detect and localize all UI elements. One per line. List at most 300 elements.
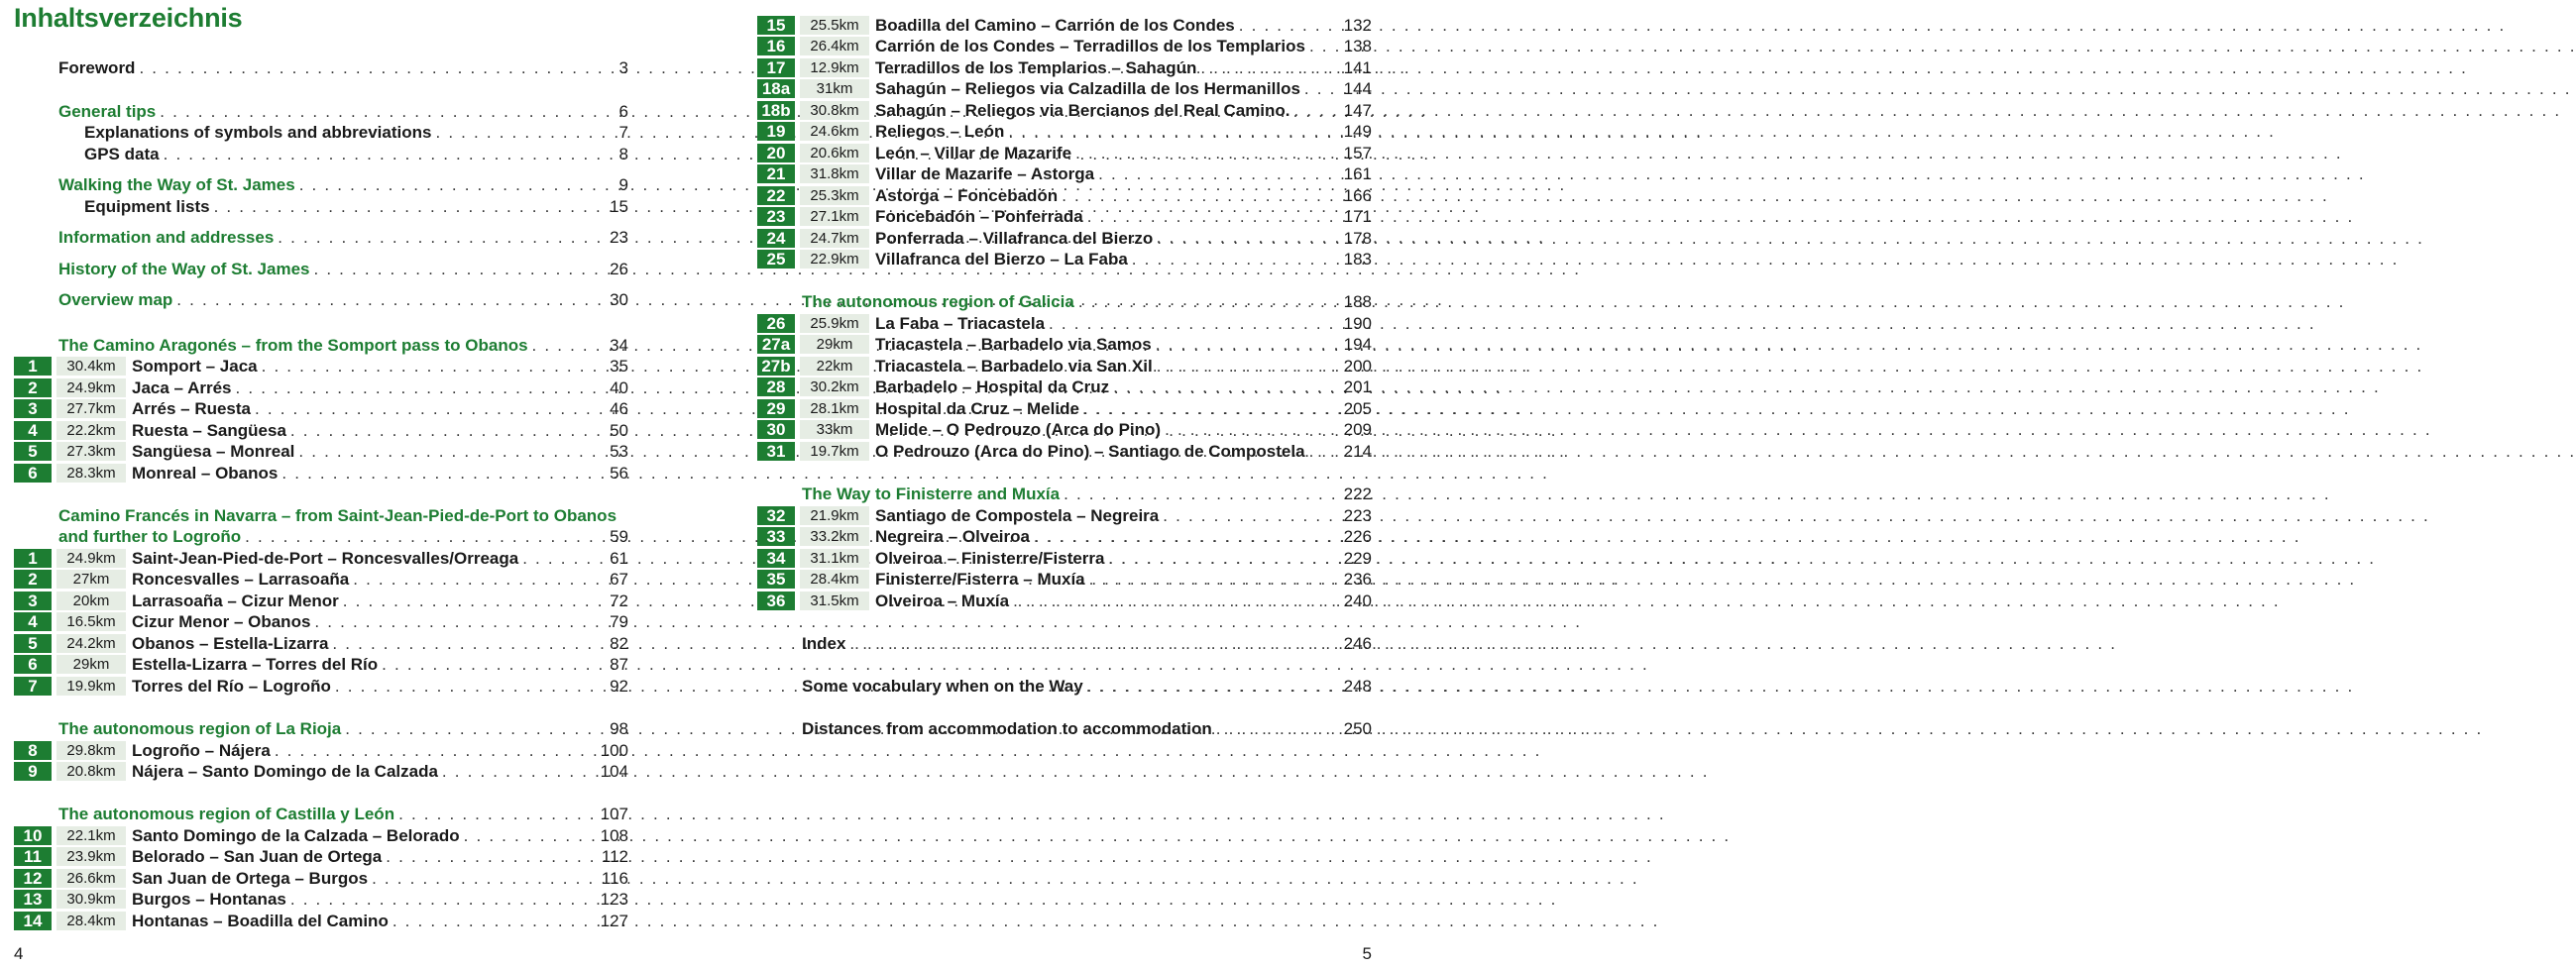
stage-number-badge: 24: [757, 229, 795, 248]
stage-distance: 19.9km: [56, 677, 126, 696]
stage-number-badge: 29: [757, 399, 795, 418]
entry-title: Melide – O Pedrouzo (Arca do Pino): [875, 420, 1162, 439]
entry-page-number: 141: [1343, 58, 1372, 77]
stage-entry[interactable]: [132, 398, 628, 419]
stage-number-badge: 28: [757, 377, 795, 396]
toc-entry[interactable]: [58, 174, 628, 195]
entry-page-number: 132: [1343, 16, 1372, 35]
stage-number-badge: 23: [757, 207, 795, 226]
entry-title: Terradillos de los Templarios – Sahagún: [875, 58, 1197, 77]
stage-entry[interactable]: [132, 889, 628, 910]
entry-page-number: 3: [618, 58, 628, 77]
leader-dots: [1079, 398, 1341, 419]
leader-dots: [1305, 441, 1341, 462]
stage-number-badge: 27a: [757, 335, 795, 354]
stage-entry[interactable]: [875, 548, 1372, 569]
entry-page-number: 61: [610, 549, 628, 568]
entry-page-number: 50: [610, 421, 628, 440]
entry-title: Triacastela – Barbadelo via Samos: [875, 335, 1152, 354]
leader-dots: [328, 633, 607, 654]
stage-distance: 29km: [800, 335, 869, 354]
entry-title: Olveiroa – Muxía: [875, 592, 1010, 610]
entry-page-number: 107: [600, 805, 628, 823]
toc-entry[interactable]: [58, 227, 628, 248]
stage-entry[interactable]: [875, 143, 1372, 163]
entry-title: Belorado – San Juan de Ortega: [132, 847, 383, 866]
entry-page-number: 144: [1343, 79, 1372, 98]
toc-entry[interactable]: [58, 526, 628, 547]
stage-entry[interactable]: [875, 36, 1372, 56]
entry-page-number: 104: [600, 762, 628, 781]
stage-distance: 22.2km: [56, 421, 126, 440]
leader-dots: [341, 718, 607, 739]
entry-page-number: 194: [1343, 335, 1372, 354]
stage-number-badge: 4: [14, 421, 52, 440]
entry-title: The autonomous region of Castilla y León: [58, 805, 395, 823]
leader-dots: [1161, 419, 1341, 440]
leader-dots: [1058, 185, 1340, 206]
stage-number-badge: 3: [14, 399, 52, 418]
entry-page-number: 7: [618, 123, 628, 142]
toc-entry[interactable]: [58, 804, 628, 824]
entry-title: Astorga – Foncebadón: [875, 186, 1059, 205]
entry-title: Explanations of symbols and abbreviations: [84, 123, 432, 142]
stage-distance: 27.1km: [800, 207, 869, 226]
entry-page-number: 56: [610, 464, 628, 483]
toc-entry[interactable]: [802, 484, 1372, 504]
leader-dots: [1152, 334, 1341, 355]
leader-dots: [286, 420, 607, 441]
entry-page-number: 229: [1343, 549, 1372, 568]
stage-distance: 28.4km: [800, 570, 869, 589]
leader-dots: [1212, 718, 1341, 739]
stage-entry[interactable]: [875, 57, 1372, 78]
entry-page-number: 35: [610, 357, 628, 376]
stage-entry[interactable]: [875, 100, 1372, 121]
entry-title: Negreira – Olveiroa: [875, 527, 1030, 546]
leader-dots: [331, 676, 607, 697]
entry-title: León – Villar de Mazarife: [875, 144, 1072, 162]
leader-dots: [1030, 526, 1341, 547]
stage-entry[interactable]: [132, 654, 628, 675]
leader-dots: [1085, 569, 1341, 590]
leader-dots: [156, 101, 616, 122]
leader-dots: [286, 889, 598, 910]
entry-page-number: 87: [610, 655, 628, 674]
stage-distance: 31.1km: [800, 549, 869, 568]
stage-entry[interactable]: [132, 911, 628, 931]
stage-number-badge: 16: [757, 37, 795, 55]
stage-number-badge: 2: [14, 570, 52, 589]
entry-page-number: 46: [610, 399, 628, 418]
stage-entry[interactable]: [875, 228, 1372, 249]
stage-entry[interactable]: [132, 633, 628, 654]
entry-title: Saint-Jean-Pied-de-Port – Roncesvalles/Orreaga: [132, 549, 519, 568]
stage-number-badge: 14: [14, 912, 52, 930]
leader-dots: [309, 259, 607, 279]
leader-dots: [160, 144, 616, 164]
toc-entry[interactable]: [58, 259, 628, 279]
entry-title: Information and addresses: [58, 228, 275, 247]
entry-title: Equipment lists: [84, 197, 210, 216]
leader-dots: [382, 846, 599, 867]
stage-entry[interactable]: [875, 121, 1372, 142]
entry-title: Hospital da Cruz – Melide: [875, 399, 1079, 418]
stage-entry[interactable]: [132, 356, 628, 377]
entry-title: Camino Francés in Navarra – from Saint-Jean-Pied-de-Port to Obanos: [58, 506, 617, 525]
entry-page-number: 248: [1343, 677, 1372, 696]
stage-distance: 16.5km: [56, 612, 126, 631]
entry-title: Boadilla del Camino – Carrión de los Condes: [875, 16, 1235, 35]
entry-page-number: 23: [610, 228, 628, 247]
stage-entry[interactable]: [875, 206, 1372, 227]
entry-page-number: 223: [1343, 506, 1372, 525]
toc-entry[interactable]: [58, 505, 628, 526]
stage-entry[interactable]: [875, 505, 1372, 526]
entry-page-number: 8: [618, 145, 628, 163]
stage-entry[interactable]: [132, 868, 628, 889]
entry-page-number: 171: [1343, 207, 1372, 226]
entry-title: Foreword: [58, 58, 136, 77]
entry-title: Reliegos – León: [875, 122, 1005, 141]
entry-title: Logroño – Nájera: [132, 741, 271, 760]
leader-dots: [1109, 377, 1340, 397]
stage-distance: 22.1km: [56, 826, 126, 845]
entry-title: La Faba – Triacastela: [875, 314, 1046, 333]
toc-entry[interactable]: [58, 101, 628, 122]
entry-page-number: 53: [610, 442, 628, 461]
entry-title: Santo Domingo de la Calzada – Belorado: [132, 826, 460, 845]
leader-dots: [1128, 249, 1341, 269]
stage-entry[interactable]: [132, 569, 628, 590]
stage-number-badge: 6: [14, 655, 52, 674]
entry-page-number: 246: [1343, 634, 1372, 653]
leader-dots: [1159, 505, 1340, 526]
entry-page-number: 166: [1343, 186, 1372, 205]
stage-number-badge: 18a: [757, 79, 795, 98]
stage-number-badge: 1: [14, 357, 52, 376]
entry-title: Foncebadón – Ponferrada: [875, 207, 1083, 226]
stage-number-badge: 36: [757, 592, 795, 610]
entry-title: Triacastela – Barbadelo via San Xil: [875, 357, 1153, 376]
toc-entry[interactable]: [58, 718, 628, 739]
stage-number-badge: 4: [14, 612, 52, 631]
entry-title: Monreal – Obanos: [132, 464, 279, 483]
toc-subentry[interactable]: [84, 122, 628, 143]
stage-number-badge: 32: [757, 506, 795, 525]
entry-page-number: 127: [600, 912, 628, 930]
entry-page-number: 209: [1343, 420, 1372, 439]
stage-entry[interactable]: [132, 611, 628, 632]
toc-entry[interactable]: [58, 289, 628, 310]
stage-entry[interactable]: [875, 591, 1372, 611]
leader-dots: [172, 289, 607, 310]
stage-entry[interactable]: [132, 463, 628, 484]
leader-dots: [1094, 163, 1341, 184]
stage-entry[interactable]: [875, 526, 1372, 547]
leader-dots: [349, 569, 607, 590]
entry-title: The autonomous region of La Rioja: [58, 719, 342, 738]
stage-entry[interactable]: [875, 441, 1372, 462]
leader-dots: [1060, 484, 1341, 504]
stage-distance: 29.8km: [56, 741, 126, 760]
stage-number-badge: 35: [757, 570, 795, 589]
stage-entry[interactable]: [875, 249, 1372, 269]
leader-dots: [274, 227, 607, 248]
entry-page-number: 112: [601, 847, 628, 866]
stage-distance: 28.3km: [56, 464, 126, 483]
leader-dots: [1235, 15, 1341, 36]
entry-page-number: 205: [1343, 399, 1372, 418]
stage-entry[interactable]: [132, 377, 628, 398]
leader-dots: [1105, 548, 1341, 569]
entry-title: Finisterre/Fisterra – Muxía: [875, 570, 1085, 589]
leader-dots: [845, 633, 1340, 654]
stage-distance: 24.2km: [56, 634, 126, 653]
stage-distance: 24.9km: [56, 378, 126, 397]
stage-distance: 25.3km: [800, 186, 869, 205]
stage-distance: 26.4km: [800, 37, 869, 55]
entry-page-number: 200: [1343, 357, 1372, 376]
entry-page-number: 222: [1343, 484, 1372, 503]
entry-page-number: 147: [1343, 101, 1372, 120]
entry-page-number: 79: [610, 612, 628, 631]
entry-title: Sahagún – Reliegos via Calzadilla de los Hermanillos: [875, 79, 1300, 98]
entry-page-number: 149: [1343, 122, 1372, 141]
stage-entry[interactable]: [875, 78, 1372, 99]
stage-distance: 23.9km: [56, 847, 126, 866]
leader-dots: [378, 654, 607, 675]
entry-title: Hontanas – Boadilla del Camino: [132, 912, 389, 930]
leader-dots: [294, 441, 607, 462]
stage-number-badge: 18b: [757, 101, 795, 120]
stage-distance: 25.9km: [800, 314, 869, 333]
stage-number-badge: 9: [14, 762, 52, 781]
entry-title: O Pedrouzo (Arca do Pino) – Santiago de Compostela: [875, 442, 1305, 461]
stage-entry[interactable]: [132, 420, 628, 441]
leader-dots: [389, 911, 598, 931]
entry-title: Santiago de Compostela – Negreira: [875, 506, 1160, 525]
toc-entry[interactable]: [58, 335, 628, 356]
stage-entry[interactable]: [875, 356, 1372, 377]
stage-number-badge: 3: [14, 592, 52, 610]
entry-page-number: 123: [600, 890, 628, 909]
left-page-number: 4: [14, 944, 24, 963]
stage-number-badge: 10: [14, 826, 52, 845]
leader-dots: [1071, 143, 1341, 163]
stage-distance: 20.6km: [800, 144, 869, 162]
entry-page-number: 250: [1343, 719, 1372, 738]
stage-number-badge: 17: [757, 58, 795, 77]
entry-page-number: 30: [610, 290, 628, 309]
stage-distance: 30.8km: [800, 101, 869, 120]
leader-dots: [368, 868, 599, 889]
leader-dots: [258, 356, 607, 377]
leader-dots: [1153, 228, 1340, 249]
leader-dots: [460, 825, 598, 846]
stage-distance: 33.2km: [800, 527, 869, 546]
entry-title: and further to Logroño: [58, 527, 242, 546]
stage-distance: 31.8km: [800, 164, 869, 183]
stage-distance: 30.2km: [800, 377, 869, 396]
entry-title: Roncesvalles – Larrasoaña: [132, 570, 350, 589]
entry-title: Carrión de los Condes – Terradillos de los Templarios: [875, 37, 1305, 55]
leader-dots: [310, 611, 607, 632]
stage-distance: 29km: [56, 655, 126, 674]
entry-page-number: 92: [610, 677, 628, 696]
entry-page-number: 201: [1343, 377, 1372, 396]
entry-page-number: 214: [1343, 442, 1372, 461]
entry-title: Distances from accommodation to accommodation: [802, 719, 1212, 738]
leader-dots: [1305, 36, 1341, 56]
entry-page-number: 138: [1343, 37, 1372, 55]
stage-number-badge: 27b: [757, 357, 795, 376]
entry-title: Index: [802, 634, 846, 653]
stage-distance: 24.7km: [800, 229, 869, 248]
leader-dots: [1290, 100, 1341, 121]
leader-dots: [431, 122, 616, 143]
entry-title: Olveiroa – Finisterre/Fisterra: [875, 549, 1105, 568]
leader-dots: [339, 591, 607, 611]
entry-page-number: 236: [1343, 570, 1372, 589]
toc-entry[interactable]: [802, 633, 1372, 654]
page-title: Inhaltsverzeichnis: [14, 3, 243, 33]
stage-entry[interactable]: [132, 761, 628, 782]
leader-dots: [135, 57, 616, 78]
entry-page-number: 67: [610, 570, 628, 589]
stage-number-badge: 1: [14, 549, 52, 568]
stage-distance: 20.8km: [56, 762, 126, 781]
stage-distance: 28.4km: [56, 912, 126, 930]
stage-entry[interactable]: [132, 846, 628, 867]
leader-dots: [1300, 78, 1341, 99]
leader-dots: [278, 463, 607, 484]
entry-title: Ruesta – Sangüesa: [132, 421, 286, 440]
stage-distance: 27.3km: [56, 442, 126, 461]
entry-page-number: 190: [1343, 314, 1372, 333]
stage-entry[interactable]: [132, 548, 628, 569]
toc-subentry[interactable]: [84, 144, 628, 164]
stage-distance: 27.7km: [56, 399, 126, 418]
stage-entry[interactable]: [132, 740, 628, 761]
entry-page-number: 183: [1343, 250, 1372, 269]
entry-title: General tips: [58, 102, 157, 121]
entry-title: Larrasoaña – Cizur Menor: [132, 592, 339, 610]
entry-title: Nájera – Santo Domingo de la Calzada: [132, 762, 438, 781]
entry-page-number: 161: [1343, 164, 1372, 183]
entry-title: Sangüesa – Monreal: [132, 442, 295, 461]
stage-entry[interactable]: [875, 334, 1372, 355]
stage-distance: 31.5km: [800, 592, 869, 610]
toc-entry[interactable]: [58, 57, 628, 78]
stage-number-badge: 26: [757, 314, 795, 333]
toc-subentry[interactable]: [84, 196, 628, 217]
stage-distance: 33km: [800, 420, 869, 439]
stage-entry[interactable]: [875, 163, 1372, 184]
entry-title: The autonomous region of Galicia: [802, 292, 1074, 311]
entry-title: Cizur Menor – Obanos: [132, 612, 311, 631]
stage-number-badge: 30: [757, 420, 795, 439]
entry-title: San Juan de Ortega – Burgos: [132, 869, 369, 888]
stage-number-badge: 6: [14, 464, 52, 483]
stage-distance: 25.5km: [800, 16, 869, 35]
stage-entry[interactable]: [875, 313, 1372, 334]
entry-title: Sahagún – Reliegos via Bercianos del Real Camino.: [875, 101, 1290, 120]
entry-page-number: 59: [610, 527, 628, 546]
entry-title: Some vocabulary when on the Way: [802, 677, 1083, 696]
stage-number-badge: 20: [757, 144, 795, 162]
stage-entry[interactable]: [875, 398, 1372, 419]
leader-dots: [232, 377, 608, 398]
stage-number-badge: 31: [757, 442, 795, 461]
entry-page-number: 188: [1343, 292, 1372, 311]
stage-number-badge: 13: [14, 890, 52, 909]
stage-number-badge: 34: [757, 549, 795, 568]
entry-title: GPS data: [84, 145, 160, 163]
stage-distance: 28.1km: [800, 399, 869, 418]
entry-title: Burgos – Hontanas: [132, 890, 286, 909]
leader-dots: [1004, 121, 1340, 142]
stage-entry[interactable]: [132, 441, 628, 462]
stage-number-badge: 2: [14, 378, 52, 397]
entry-title: Arrés – Ruesta: [132, 399, 252, 418]
stage-entry[interactable]: [132, 676, 628, 697]
stage-entry[interactable]: [875, 185, 1372, 206]
entry-title: The Way to Finisterre and Muxía: [802, 484, 1061, 503]
stage-number-badge: 5: [14, 442, 52, 461]
stage-distance: 22.9km: [800, 250, 869, 269]
entry-page-number: 98: [610, 719, 628, 738]
stage-distance: 24.6km: [800, 122, 869, 141]
leader-dots: [295, 174, 616, 195]
entry-page-number: 40: [610, 378, 628, 397]
stage-distance: 30.9km: [56, 890, 126, 909]
stage-entry[interactable]: [132, 591, 628, 611]
leader-dots: [1045, 313, 1341, 334]
stage-entry[interactable]: [875, 377, 1372, 397]
stage-number-badge: 5: [14, 634, 52, 653]
entry-page-number: 100: [600, 741, 628, 760]
leader-dots: [251, 398, 607, 419]
stage-distance: 30.4km: [56, 357, 126, 376]
stage-number-badge: 8: [14, 741, 52, 760]
stage-entry[interactable]: [875, 15, 1372, 36]
leader-dots: [528, 335, 608, 356]
leader-dots: [1083, 206, 1341, 227]
entry-page-number: 178: [1343, 229, 1372, 248]
leader-dots: [1009, 591, 1341, 611]
stage-entry[interactable]: [875, 419, 1372, 440]
entry-title: Obanos – Estella-Lizarra: [132, 634, 329, 653]
toc-entry[interactable]: [802, 676, 1372, 697]
entry-title: History of the Way of St. James: [58, 260, 310, 278]
stage-number-badge: 25: [757, 250, 795, 269]
stage-entry[interactable]: [132, 825, 628, 846]
stage-number-badge: 12: [14, 869, 52, 888]
entry-page-number: 116: [601, 869, 628, 888]
stage-distance: 24.9km: [56, 549, 126, 568]
entry-page-number: 226: [1343, 527, 1372, 546]
entry-page-number: 9: [618, 175, 628, 194]
entry-page-number: 15: [610, 197, 628, 216]
stage-distance: 19.7km: [800, 442, 869, 461]
entry-page-number: 82: [610, 634, 628, 653]
stage-entry[interactable]: [875, 569, 1372, 590]
entry-title: Barbadelo – Hospital da Cruz: [875, 377, 1110, 396]
toc-entry[interactable]: [802, 718, 1372, 739]
toc-entry[interactable]: [802, 291, 1372, 312]
entry-title: Estella-Lizarra – Torres del Río: [132, 655, 379, 674]
